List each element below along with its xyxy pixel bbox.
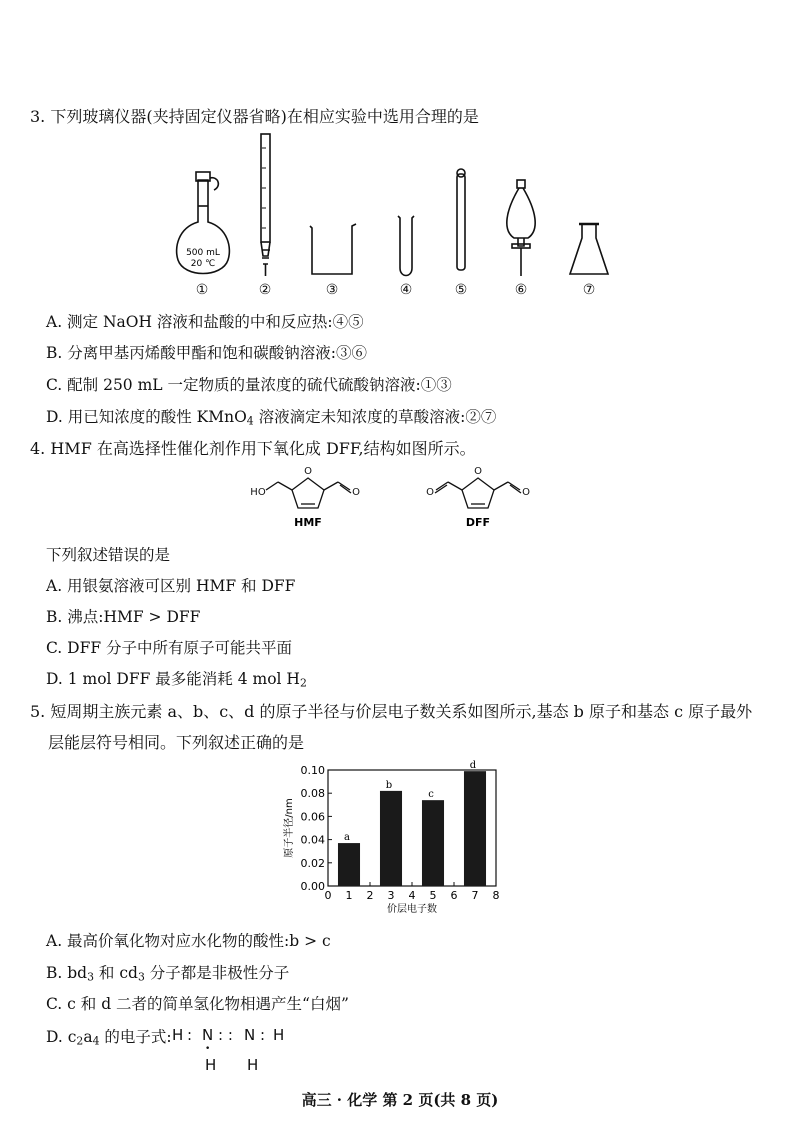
beaker-icon <box>310 224 356 274</box>
hmf-structure-icon <box>266 478 351 508</box>
x-tick-label: 3 <box>387 889 395 902</box>
separatory-funnel-icon <box>507 180 535 276</box>
hmf-ring-oxygen: O <box>304 466 312 477</box>
ef-top-h2: H <box>273 1026 285 1044</box>
x-tick-label: 4 <box>408 889 416 902</box>
x-tick-label: 6 <box>450 889 458 902</box>
apparatus-label-7: ⑦ <box>582 282 596 298</box>
x-tick-label: 1 <box>345 889 353 902</box>
thermometer-icon <box>457 169 465 270</box>
ef-colon-1: : <box>187 1026 193 1044</box>
ef-bottom-h2: H <box>247 1056 259 1074</box>
q5-title-line1: 5. 短周期主族元素 a、b、c、d 的原子半径与价层电子数关系如图所示,基态 b 原子和基态 c 原子最外 <box>30 702 753 721</box>
x-tick-label: 5 <box>429 889 437 902</box>
ef-bottom-h1: H <box>205 1056 217 1074</box>
dff-structure-icon <box>435 478 521 508</box>
page-footer: 高三 · 化学 第 2 页(共 8 页) <box>301 1091 499 1109</box>
apparatus-label-5: ⑤ <box>454 282 468 298</box>
test-tube-icon <box>398 216 414 276</box>
bar-label-d: d <box>469 760 477 772</box>
x-tick-label: 8 <box>492 889 500 902</box>
q5-option-a: A. 最高价氧化物对应水化物的酸性:b > c <box>46 932 331 950</box>
q4-option-d: D. 1 mol DFF 最多能消耗 4 mol $H_2$ <box>46 670 307 690</box>
x-axis-label: 价层电子数 <box>387 904 437 915</box>
apparatus-label-4: ④ <box>399 282 413 298</box>
conical-flask-icon <box>570 224 608 274</box>
dff-right-aldehyde-oxygen: O <box>522 487 530 498</box>
dff-label: DFF <box>465 516 491 529</box>
y-tick-label: 0.00 <box>300 880 325 893</box>
q4-title: 4. HMF 在高选择性催化剂作用下氧化成 DFF,结构如图所示。 <box>30 439 476 458</box>
ef-n1: N <box>202 1026 214 1044</box>
dff-ring-oxygen: O <box>474 466 482 477</box>
y-tick-label: 0.10 <box>300 764 325 777</box>
q3-option-b: B. 分离甲基丙烯酸甲酯和饱和碳酸钠溶液:③⑥ <box>46 344 367 362</box>
flask-volume-text: 500 mL <box>186 248 220 258</box>
q3-title: 3. 下列玻璃仪器(夹持固定仪器省略)在相应实验中选用合理的是 <box>30 107 479 126</box>
q5-option-c: C. c 和 d 二者的简单氢化物相遇产生“白烟” <box>46 995 349 1013</box>
q4-option-b: B. 沸点:HMF > DFF <box>46 608 201 626</box>
ef-n2: N <box>244 1026 256 1044</box>
q5-title-line2: 层能层符号相同。下列叙述正确的是 <box>48 733 305 752</box>
q4-option-c: C. DFF 分子中所有原子可能共平面 <box>46 639 293 657</box>
burette-icon <box>261 134 270 276</box>
flask-temp-text: 20 ℃ <box>190 259 216 269</box>
apparatus-label-6: ⑥ <box>514 282 528 298</box>
x-tick-label: 0 <box>324 889 332 902</box>
apparatus-label-2: ② <box>258 282 272 298</box>
bar-c <box>422 800 444 886</box>
apparatus-label-3: ③ <box>325 282 339 298</box>
q4-structures-figure <box>230 460 560 530</box>
bar-label-a: a <box>344 832 350 844</box>
q4-option-a: A. 用银氨溶液可区别 HMF 和 DFF <box>46 577 296 595</box>
bar-b <box>380 791 402 886</box>
bar-a <box>338 843 360 886</box>
q3-option-c: C. 配制 250 mL 一定物质的量浓度的硫代硫酸钠溶液:①③ <box>46 376 452 394</box>
q3-option-a: A. 测定 NaOH 溶液和盐酸的中和反应热:④⑤ <box>46 313 364 331</box>
q3-apparatus-figure <box>160 128 640 300</box>
q4-prompt: 下列叙述错误的是 <box>46 546 171 564</box>
y-tick-label: 0.08 <box>300 787 325 801</box>
bar-label-c: c <box>428 789 434 801</box>
q3-option-d: D. 用已知浓度的酸性 KMnO$_4$ 溶液滴定未知浓度的草酸溶液:②⑦ <box>46 408 497 428</box>
q5-option-d: D. $c_2a_4$ 的电子式: <box>46 1028 172 1048</box>
bar-d <box>464 771 486 886</box>
y-axis-label: 原子半径/nm <box>284 798 295 858</box>
x-tick-label: 2 <box>366 889 374 902</box>
apparatus-label-1: ① <box>195 282 209 298</box>
hmf-hydroxyl: HO <box>250 487 266 498</box>
bar-label-b: b <box>385 779 393 791</box>
y-tick-label: 0.06 <box>300 810 325 824</box>
ef-colon-3: : <box>260 1026 266 1044</box>
q5-option-b: B. $bd_3$ 和 $cd_3$ 分子都是非极性分子 <box>46 964 290 984</box>
hmf-label: HMF <box>294 516 322 529</box>
y-tick-label: 0.02 <box>300 856 325 870</box>
q5-bar-chart <box>280 756 530 916</box>
hmf-aldehyde-oxygen: O <box>352 487 360 498</box>
ef-dot-1: • <box>205 1044 211 1054</box>
ef-top-h1: H <box>172 1026 184 1044</box>
ef-colon-2: : : <box>218 1026 233 1044</box>
dff-left-aldehyde-oxygen: O <box>426 487 434 498</box>
x-tick-label: 7 <box>471 889 479 902</box>
y-tick-label: 0.04 <box>300 833 325 847</box>
